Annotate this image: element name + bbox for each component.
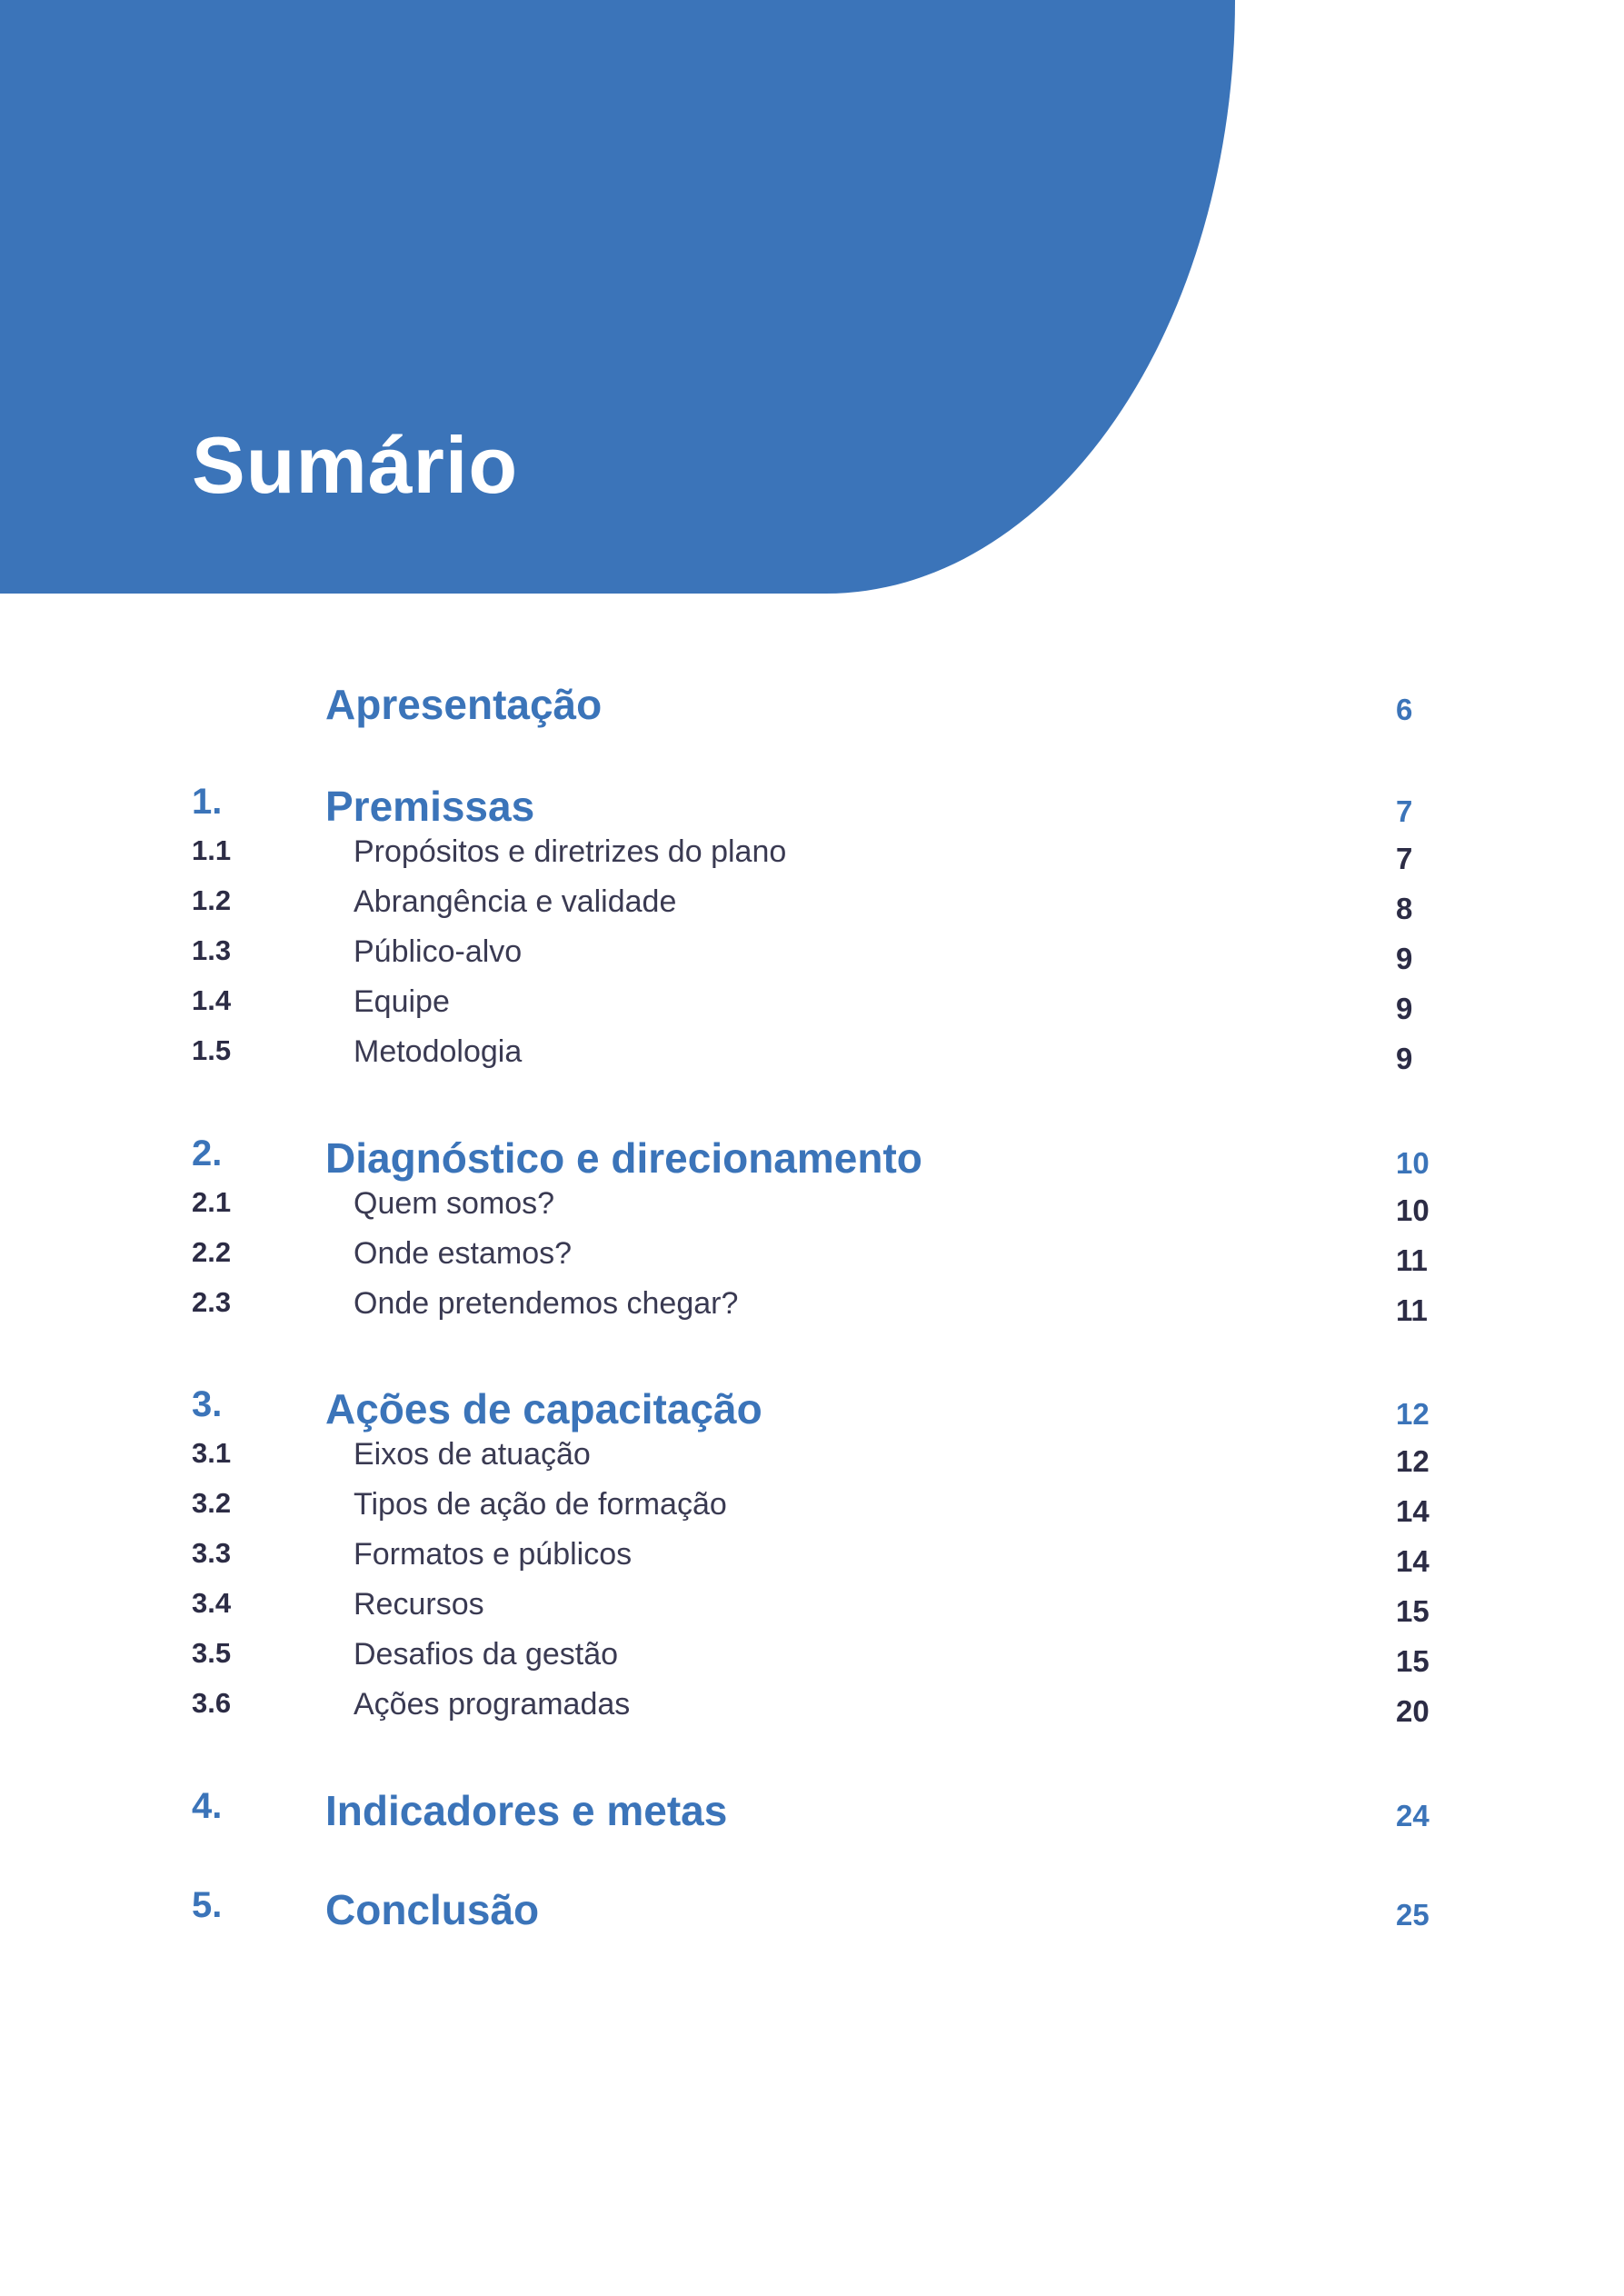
toc-title: Ações de capacitação [325,1385,762,1433]
toc-page-number: 9 [1396,1042,1413,1075]
toc-number: 1.5 [192,1034,232,1066]
toc-page-number: 7 [1396,842,1413,875]
toc-title: Formatos e públicos [354,1537,633,1572]
toc-page-number: 20 [1396,1694,1430,1728]
toc-page-number: 9 [1396,942,1413,975]
toc-title: Abrangência e validade [354,884,677,919]
toc-page-number: 12 [1396,1444,1430,1478]
toc-page-number: 14 [1396,1544,1430,1578]
toc-title: Ações programadas [354,1687,631,1722]
toc-page-number: 6 [1396,693,1413,726]
toc-page-number: 12 [1396,1397,1430,1431]
toc-title: Tipos de ação de formação [354,1487,727,1522]
page-title: Sumário [192,420,519,510]
toc-page-number: 11 [1396,1293,1428,1327]
toc-number: 2. [192,1133,223,1173]
toc-number: 3. [192,1384,223,1424]
toc-title: Indicadores e metas [325,1787,728,1834]
toc-page-number: 15 [1396,1594,1430,1628]
toc-number: 3.1 [192,1437,232,1469]
toc-page-number: 10 [1396,1193,1430,1227]
toc-page-number: 11 [1396,1243,1428,1277]
toc-title: Conclusão [325,1886,540,1933]
toc-number: 3.6 [192,1687,232,1719]
toc-title: Recursos [354,1587,484,1622]
toc-number: 2.3 [192,1286,232,1318]
toc-title: Propósitos e diretrizes do plano [354,834,787,869]
toc-page-number: 14 [1396,1494,1430,1528]
toc-title: Público-alvo [354,934,523,969]
toc-page-number: 7 [1396,794,1413,828]
toc-title: Desafios da gestão [354,1637,619,1672]
toc-number: 1.1 [192,834,232,866]
toc-page-number: 9 [1396,992,1413,1025]
toc-title: Apresentação [325,681,603,728]
toc-number: 3.5 [192,1637,232,1669]
toc-number: 1.3 [192,934,232,966]
toc-page-number: 8 [1396,892,1413,925]
toc-number: 3.3 [192,1537,232,1569]
toc-number: 1.2 [192,884,232,916]
toc-number: 3.2 [192,1487,232,1519]
toc-page-number: 24 [1396,1799,1430,1832]
toc-number: 5. [192,1885,223,1925]
toc-title: Onde pretendemos chegar? [354,1286,739,1321]
toc-number: 2.1 [192,1186,232,1218]
toc-title: Quem somos? [354,1186,555,1221]
toc-page-number: 10 [1396,1146,1430,1180]
toc-number: 4. [192,1786,223,1826]
toc-title: Onde estamos? [354,1236,573,1271]
toc-title: Premissas [325,783,535,830]
toc-number: 1. [192,782,223,822]
toc-title: Eixos de atuação [354,1437,591,1472]
toc-title: Equipe [354,984,450,1019]
toc-number: 1.4 [192,984,232,1016]
toc-title: Metodologia [354,1034,523,1069]
toc-title: Diagnóstico e direcionamento [325,1134,922,1182]
toc-page-number: 15 [1396,1644,1430,1678]
toc-number: 3.4 [192,1587,232,1619]
toc-page-number: 25 [1396,1898,1430,1932]
toc-number: 2.2 [192,1236,232,1268]
